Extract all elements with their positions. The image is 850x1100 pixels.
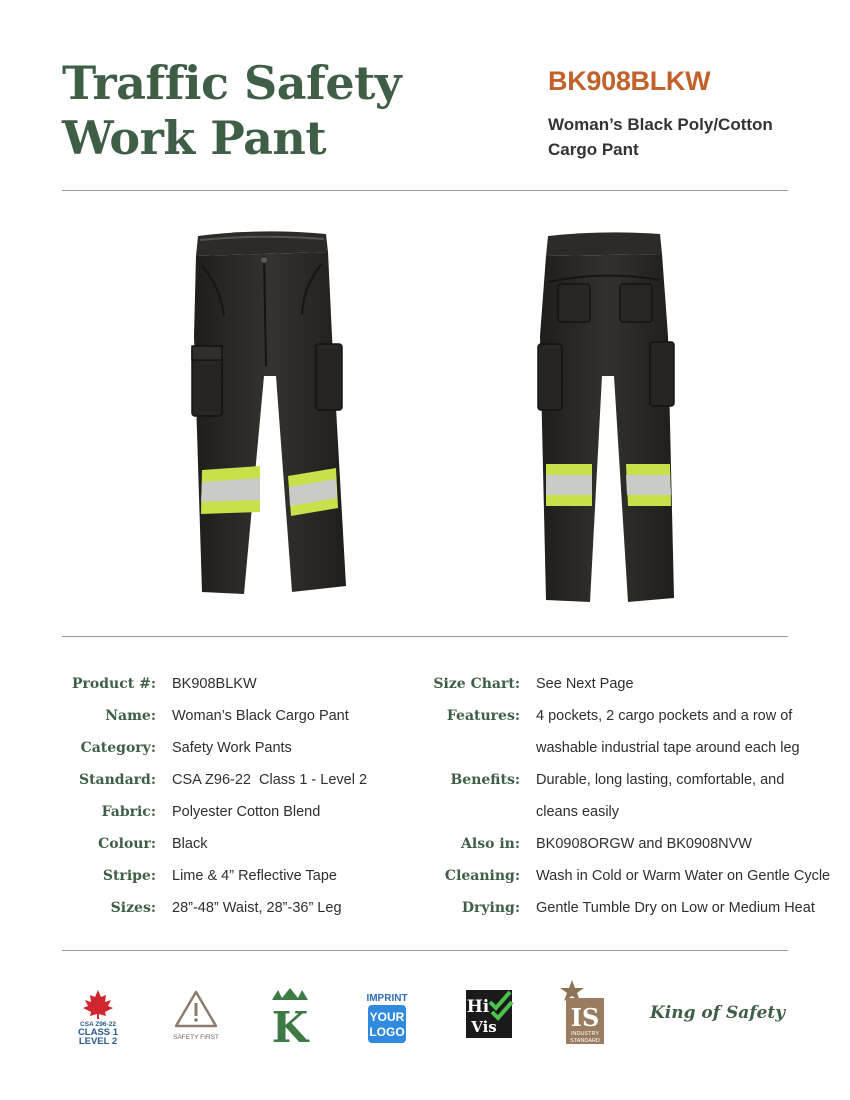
spec-label: Name: bbox=[105, 708, 156, 724]
product-sku: BK908BLKW bbox=[548, 66, 711, 96]
star-icon bbox=[560, 980, 584, 1001]
spec-value: Black bbox=[172, 836, 208, 852]
page-title bbox=[62, 56, 401, 166]
spec-value: Gentle Tumble Dry on Low or Medium Heat bbox=[536, 900, 815, 916]
spec-label: Product #: bbox=[72, 676, 156, 692]
spec-value: Safety Work Pants bbox=[172, 740, 292, 756]
spec-value: BK0908ORGW and BK0908NVW bbox=[536, 836, 752, 852]
pant-back-image bbox=[534, 226, 684, 606]
spec-label: Stripe: bbox=[102, 868, 156, 884]
spec-label: Also in: bbox=[461, 836, 520, 852]
spec-value: CSA Z96-22 Class 1 - Level 2 bbox=[172, 772, 368, 788]
crown-icon bbox=[272, 988, 308, 1000]
k-letter: K bbox=[271, 1003, 309, 1046]
standard-text: STANDARD bbox=[570, 1038, 600, 1044]
logo-text: LOGO bbox=[369, 1025, 405, 1039]
spec-label: Fabric: bbox=[101, 804, 156, 820]
spec-label: Cleaning: bbox=[444, 868, 520, 884]
subtitle-line-1: Woman’s Black Poly/Cotton bbox=[548, 115, 773, 134]
spec-value: 4 pockets, 2 cargo pockets and a row of bbox=[536, 708, 793, 724]
spec-label: Standard: bbox=[78, 772, 156, 788]
title-line-2: Work Pant bbox=[62, 111, 327, 165]
king-of-safety-logo: King of Safety bbox=[650, 1003, 786, 1023]
spec-label: Benefits: bbox=[450, 772, 520, 788]
csa-line-1: CSA Z96-22 bbox=[80, 1021, 116, 1028]
imprint-text: IMPRINT bbox=[366, 993, 408, 1004]
your-text: YOUR bbox=[369, 1010, 405, 1024]
spec-value: Durable, long lasting, comfortable, and bbox=[536, 772, 785, 788]
spec-value: cleans easily bbox=[536, 804, 620, 820]
spec-label: Category: bbox=[80, 740, 156, 756]
csa-certification-badge bbox=[72, 988, 124, 1048]
spec-value: BK908BLKW bbox=[172, 676, 257, 692]
industry-text: INDUSTRY bbox=[570, 1031, 600, 1037]
spec-label: Colour: bbox=[98, 836, 156, 852]
safety-first-badge bbox=[170, 988, 222, 1046]
vis-text: Vis bbox=[471, 1018, 497, 1036]
safety-first-text: SAFETY FIRST bbox=[173, 1034, 219, 1041]
divider-middle bbox=[62, 636, 788, 637]
spec-value: 28”-48” Waist, 28”-36” Leg bbox=[172, 900, 342, 916]
king-logo-badge bbox=[268, 986, 312, 1046]
product-subtitle bbox=[548, 112, 773, 162]
spec-value: washable industrial tape around each leg bbox=[536, 740, 800, 756]
spec-label: Sizes: bbox=[110, 900, 156, 916]
title-line-1: Traffic Safety bbox=[62, 56, 402, 110]
csa-line-2: CLASS 1 bbox=[77, 1027, 119, 1038]
divider-bottom bbox=[62, 950, 788, 951]
subtitle-line-2: Cargo Pant bbox=[548, 140, 639, 159]
industry-standard-badge bbox=[558, 976, 610, 1048]
spec-label: Size Chart: bbox=[433, 676, 520, 692]
hi-text: Hi bbox=[466, 997, 490, 1017]
pant-front-image bbox=[180, 226, 360, 604]
divider-top bbox=[62, 190, 788, 191]
spec-value: Polyester Cotton Blend bbox=[172, 804, 321, 820]
imprint-your-logo-badge bbox=[364, 990, 410, 1046]
spec-value: Wash in Cold or Warm Water on Gentle Cycle bbox=[536, 868, 831, 884]
spec-label: Drying: bbox=[461, 900, 520, 916]
hi-vis-badge bbox=[462, 986, 516, 1042]
spec-label: Features: bbox=[446, 708, 520, 724]
spec-value: Lime & 4” Reflective Tape bbox=[172, 868, 337, 884]
is-letters: IS bbox=[570, 1003, 600, 1032]
spec-value: Woman’s Black Cargo Pant bbox=[172, 708, 349, 724]
spec-value: See Next Page bbox=[536, 676, 634, 692]
csa-line-3: LEVEL 2 bbox=[78, 1036, 118, 1047]
maple-leaf-icon bbox=[83, 990, 113, 1019]
